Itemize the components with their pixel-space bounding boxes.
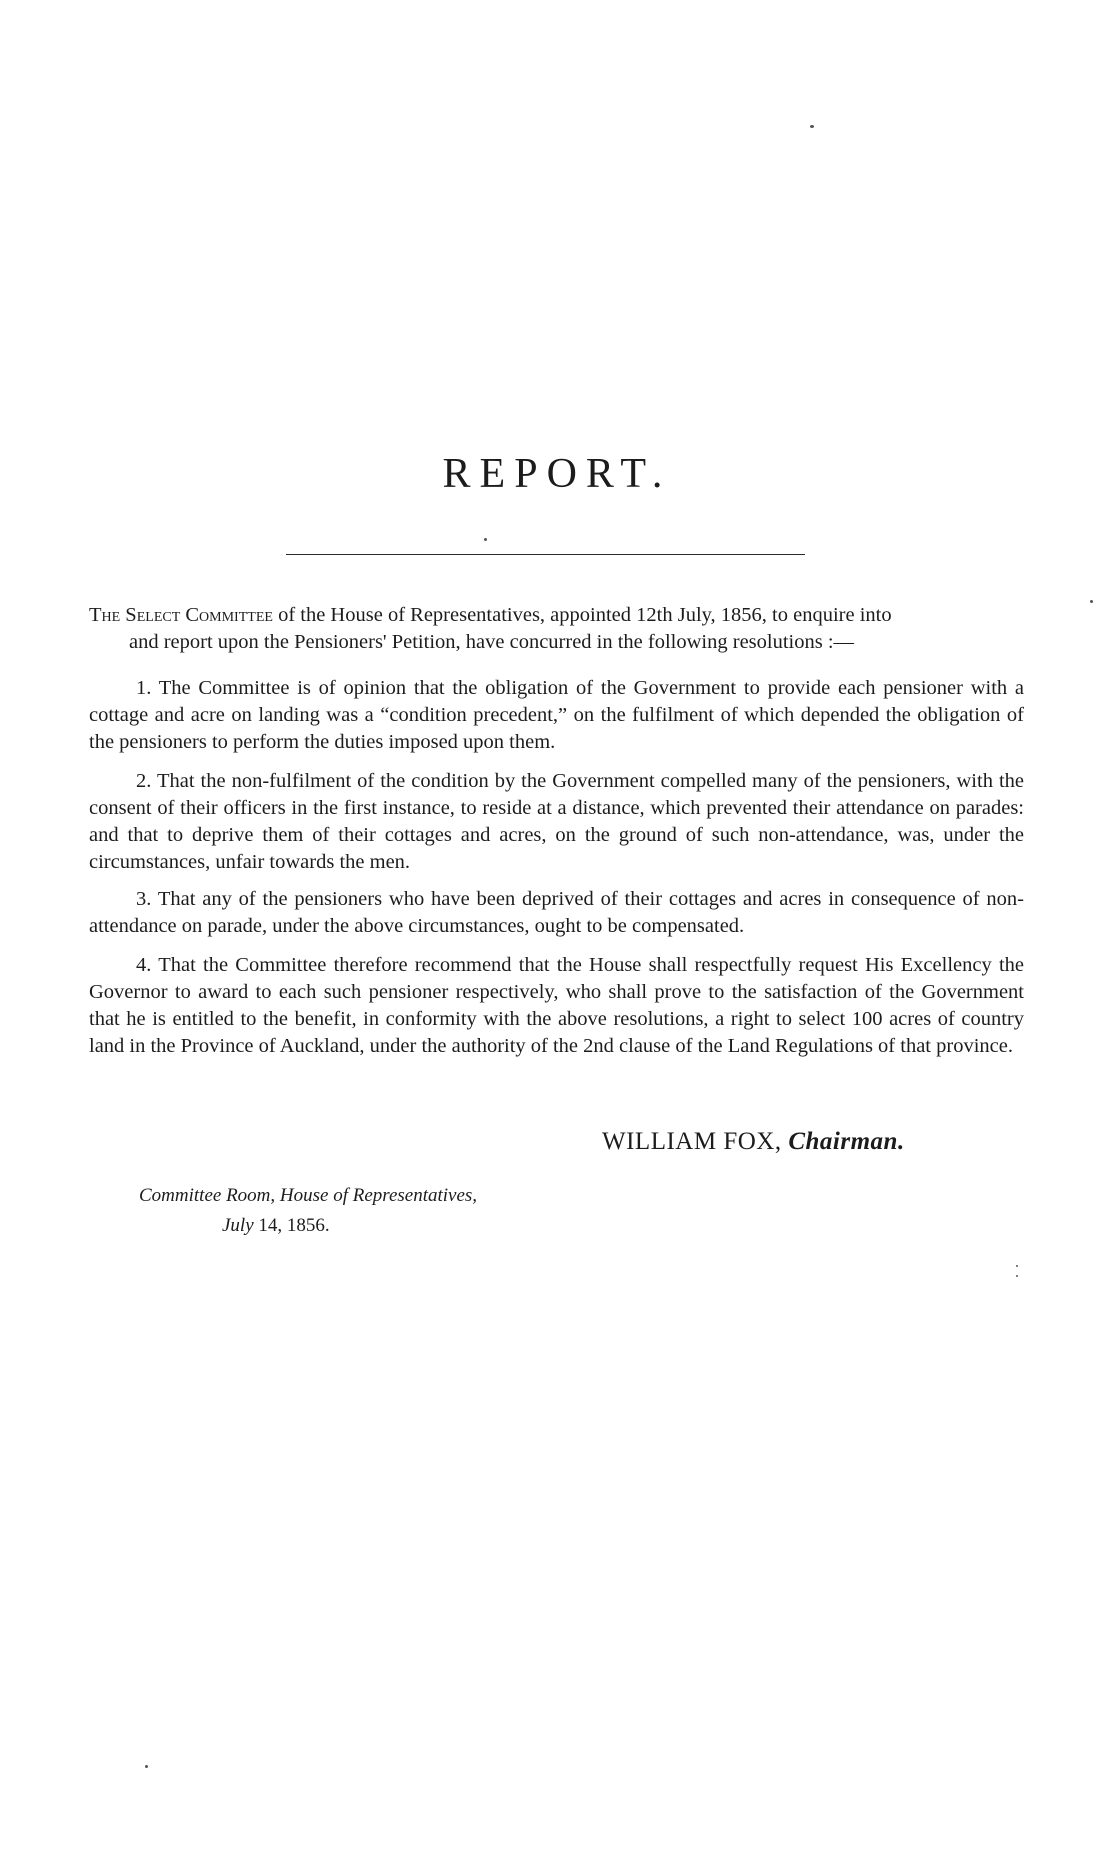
date-month: July	[222, 1215, 254, 1236]
signature	[602, 1128, 905, 1156]
resolution-1: 1. The Committee is of opinion that the obligation of the Government to provide each pensioner with a cottage and acre on landing was a “condition precedent,” on the fulfilment of which depended the obligation of the pensioners to perform the duties imposed upon them.	[89, 677, 1024, 753]
title-rule	[286, 554, 805, 555]
intro-line2: and report upon the Pensioners' Petition, have concurred in the following resolutions :—	[129, 631, 855, 653]
report-title: REPORT.	[442, 451, 672, 497]
scan-speck	[1016, 1265, 1018, 1267]
scan-speck	[1016, 1275, 1018, 1277]
date-line	[222, 1215, 330, 1237]
resolution-2: 2. That the non-fulfilment of the condition by the Government compelled many of the pensioners, with the consent of their officers in the first instance, to reside at a distance, which prevented their attendance on parades: and that to deprive them of their cottages and acres, on the ground of such non-attendance, was, under the circumstances, unfair towards the men.	[89, 770, 1024, 873]
intro-lead: The Select Committee	[89, 604, 273, 626]
place-line: Committee Room, House of Representatives,	[139, 1185, 478, 1206]
scan-speck	[145, 1765, 148, 1768]
resolution-3: 3. That any of the pensioners who have been deprived of their cottages and acres in consequence of non-attendance on parade, under the above circumstances, ought to be compensated.	[89, 888, 1024, 937]
scan-speck	[1090, 600, 1093, 603]
date-day-year: 14, 1856.	[253, 1215, 330, 1236]
intro-line1: of the House of Representatives, appointed 12th July, 1856, to enquire into	[272, 604, 892, 626]
scan-speck	[810, 125, 814, 128]
signatory-role: Chairman.	[788, 1128, 905, 1155]
intro-paragraph	[89, 602, 1024, 656]
signatory-name: WILLIAM FOX,	[602, 1128, 782, 1155]
scan-speck	[484, 538, 487, 541]
resolution-4: 4. That the Committee therefore recommend that the House shall respectfully request His Excellency the Governor to award to each such pensioner respectively, who shall prove to the satisfaction of the Government that he is entitled to the benefit, in conformity with the above resolutions, a right to select 100 acres of country land in the Province of Auckland, under the authority of the 2nd clause of the Land Regulations of that province.	[89, 954, 1024, 1057]
